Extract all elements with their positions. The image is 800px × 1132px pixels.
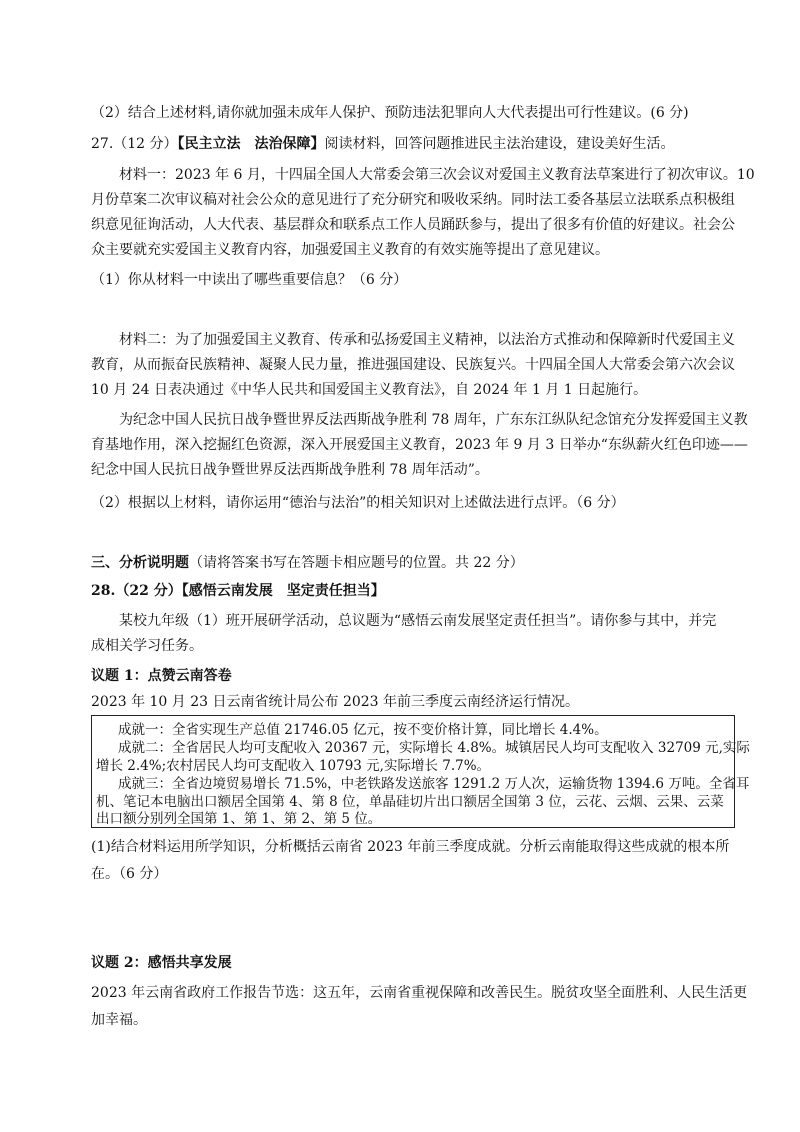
- topic1-text: 2023 年 10 月 23 日云南省统计局公布 2023 年前三季度云南经济运行情况。: [91, 694, 580, 710]
- q27-score: （12 分）: [113, 136, 178, 152]
- achievements-box: [91, 715, 750, 828]
- section3-title: 三、分析说明题: [91, 555, 189, 571]
- box-line: 成就三：全省边境贸易增长 71.5%，中老铁路发送旅客 1291.2 万人次，运输货物 1394.6 万吨。全省耳: [118, 776, 750, 792]
- box-line: 成就二：全省居民人均可支配收入 20367 元，实际增长 4.8%。城镇居民人均可支配收入 32709 元,实际: [118, 740, 750, 756]
- q28-intro-line: 某校九年级（1）班开展研学活动，总议题为“感悟云南发展坚定责任担当”。请你参与其中，并完: [119, 613, 717, 629]
- q27-instruction: 阅读材料，回答问题推进民主法治建设，建设美好生活。: [324, 136, 675, 152]
- q27-material1-line: 众主要就充实爱国主义教育内容，加强爱国主义教育的有效实施等提出了意见建议。: [91, 242, 609, 258]
- q27-material2-line: 材料二：为了加强爱国主义教育、传承和弘扬爱国主义精神，以法治方式推动和保障新时代爱国主义: [119, 332, 735, 348]
- q27-number: 27.: [91, 136, 114, 152]
- box-line: 成就一：全省实现生产总值 21746.05 亿元，按不变价格计算，同比增长 4.4%。: [118, 722, 608, 738]
- section3-heading: [91, 554, 524, 572]
- q27-material1-line: 月份草案二次审议稿对社会公众的意见进行了充分研究和吸收采纳。同时法工委各基层立法联系点积极组: [91, 192, 735, 208]
- q26-sub2: （2）结合上述材料,请你就加强未成年人保护、预防违法犯罪向人大代表提出可行性建议。(6 分): [91, 105, 689, 121]
- q28-head: 28.（22 分）【感悟云南发展 坚定责任担当】: [91, 583, 385, 599]
- q27-material2-line: 10 月 24 日表决通过《中华人民共和国爱国主义教育法》，自 2024 年 1 月 1 日起施行。: [91, 382, 648, 398]
- q27-topic: 【民主立法 法治保障】: [177, 136, 325, 152]
- q27-material1-line: 材料一：2023 年 6 月，十四届全国人大常委会第三次会议对爱国主义教育法草案进行了初次审议。10: [119, 167, 755, 183]
- q27-material1-line: 织意见征询活动，人大代表、基层群众和联系点工作人员踊跃参与，提出了很多有价值的好建议。社会公: [91, 217, 735, 233]
- q28-intro-line: 成相关学习任务。: [91, 638, 203, 654]
- section3-note: （请将答案书写在答题卡相应题号的位置。共 22 分）: [189, 555, 524, 571]
- box-line: 增长 2.4%;农村居民人均可支配收入 10793 元,实际增长 7.7%。: [96, 758, 491, 774]
- topic2-text-line: 2023 年云南省政府工作报告节选：这五年，云南省重视保障和改善民生。脱贫攻坚全面胜利、人民生活更: [91, 985, 748, 1001]
- q27-header: [91, 135, 675, 153]
- topic2-title: 议题 2：感悟共享发展: [91, 955, 232, 971]
- q27-sub2: （2）根据以上材料，请你运用“德治与法治”的相关知识对上述做法进行点评。（6 分）: [91, 495, 625, 511]
- q28-sub1-line: (1)结合材料运用所学知识，分析概括云南省 2023 年前三季度成就。分析云南能取得这些成就的根本所: [91, 839, 730, 855]
- q27-material2-line: 教育，从而振奋民族精神、凝聚人民力量，推进强国建设、民族复兴。十四届全国人大常委会第六次会议: [91, 357, 735, 373]
- topic2-text-line: 加幸福。: [91, 1012, 147, 1028]
- box-line: 机、笔记本电脑出口额居全国第 4、第 8 位，单晶硅切片出口额居全国第 3 位，云花、云烟、云果、云菜: [96, 794, 724, 810]
- q27-material2-line: 育基地作用，深入挖掘红色资源，深入开展爱国主义教育，2023 年 9 月 3 日举办“东纵薪火红色印迹——: [91, 437, 748, 453]
- topic1-title: 议题 1：点赞云南答卷: [91, 668, 232, 684]
- q27-sub1: （1）你从材料一中读出了哪些重要信息？（6 分）: [91, 272, 408, 288]
- q28-sub1-line: 在。（6 分）: [91, 866, 168, 882]
- box-line: 出口额分别列全国第 1、第 1、第 2、第 5 位。: [96, 811, 382, 827]
- q27-material2-line: 纪念中国人民抗日战争暨世界反法西斯战争胜利 78 周年活动”。: [91, 462, 489, 478]
- q27-material2-line: 为纪念中国人民抗日战争暨世界反法西斯战争胜利 78 周年，广东东江纵队纪念馆充分发挥爱国主义教: [119, 412, 748, 428]
